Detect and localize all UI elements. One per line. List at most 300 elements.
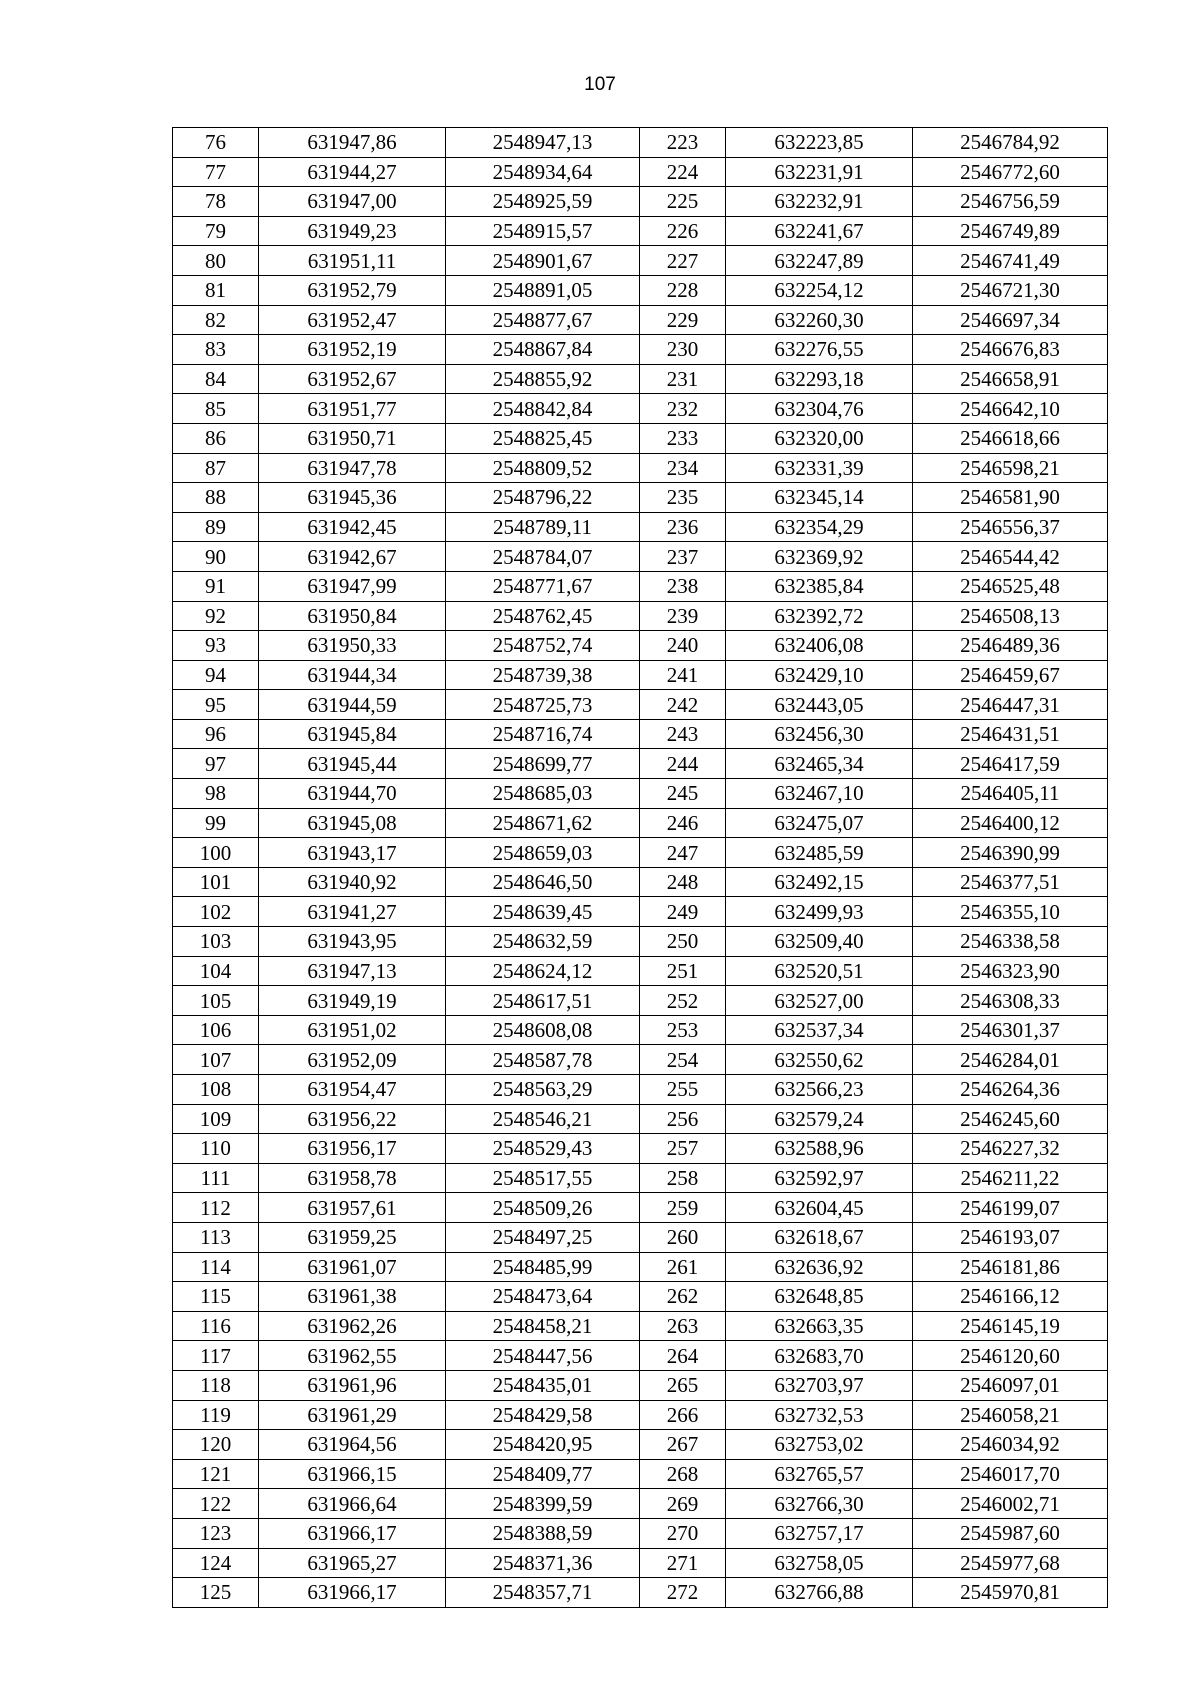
- point-number-cell: 117: [173, 1341, 259, 1371]
- x-coordinate-cell: 632579,24: [726, 1104, 913, 1134]
- point-number-cell: 83: [173, 335, 259, 365]
- y-coordinate-cell: 2548842,84: [446, 394, 640, 424]
- x-coordinate-cell: 631950,33: [259, 631, 446, 661]
- point-number-cell: 84: [173, 364, 259, 394]
- point-number-cell: 272: [640, 1578, 726, 1608]
- x-coordinate-cell: 631961,38: [259, 1282, 446, 1312]
- point-number-cell: 262: [640, 1282, 726, 1312]
- point-number-cell: 90: [173, 542, 259, 572]
- y-coordinate-cell: 2548624,12: [446, 956, 640, 986]
- point-number-cell: 232: [640, 394, 726, 424]
- point-number-cell: 96: [173, 719, 259, 749]
- x-coordinate-cell: 632331,39: [726, 453, 913, 483]
- table-row: [173, 897, 1108, 927]
- x-coordinate-cell: 631952,19: [259, 335, 446, 365]
- table-row: [173, 1015, 1108, 1045]
- point-number-cell: 121: [173, 1459, 259, 1489]
- point-number-cell: 107: [173, 1045, 259, 1075]
- point-number-cell: 100: [173, 838, 259, 868]
- point-number-cell: 271: [640, 1548, 726, 1578]
- y-coordinate-cell: 2546556,37: [913, 512, 1108, 542]
- x-coordinate-cell: 631961,29: [259, 1400, 446, 1430]
- x-coordinate-cell: 632320,00: [726, 423, 913, 453]
- table-row: [173, 1341, 1108, 1371]
- y-coordinate-cell: 2548447,56: [446, 1341, 640, 1371]
- point-number-cell: 269: [640, 1489, 726, 1519]
- point-number-cell: 266: [640, 1400, 726, 1430]
- y-coordinate-cell: 2546581,90: [913, 483, 1108, 513]
- x-coordinate-cell: 632293,18: [726, 364, 913, 394]
- x-coordinate-cell: 632703,97: [726, 1370, 913, 1400]
- point-number-cell: 243: [640, 719, 726, 749]
- x-coordinate-cell: 631952,67: [259, 364, 446, 394]
- x-coordinate-cell: 631966,64: [259, 1489, 446, 1519]
- point-number-cell: 102: [173, 897, 259, 927]
- y-coordinate-cell: 2546749,89: [913, 216, 1108, 246]
- table-row: [173, 483, 1108, 513]
- x-coordinate-cell: 631949,19: [259, 986, 446, 1016]
- y-coordinate-cell: 2548473,64: [446, 1282, 640, 1312]
- x-coordinate-cell: 631952,09: [259, 1045, 446, 1075]
- x-coordinate-cell: 632260,30: [726, 305, 913, 335]
- y-coordinate-cell: 2548608,08: [446, 1015, 640, 1045]
- x-coordinate-cell: 631954,47: [259, 1075, 446, 1105]
- y-coordinate-cell: 2548752,74: [446, 631, 640, 661]
- x-coordinate-cell: 632520,51: [726, 956, 913, 986]
- point-number-cell: 264: [640, 1341, 726, 1371]
- x-coordinate-cell: 631952,79: [259, 275, 446, 305]
- y-coordinate-cell: 2548435,01: [446, 1370, 640, 1400]
- point-number-cell: 268: [640, 1459, 726, 1489]
- y-coordinate-cell: 2546034,92: [913, 1430, 1108, 1460]
- y-coordinate-cell: 2546598,21: [913, 453, 1108, 483]
- y-coordinate-cell: 2548699,77: [446, 749, 640, 779]
- x-coordinate-cell: 631945,84: [259, 719, 446, 749]
- y-coordinate-cell: 2546097,01: [913, 1370, 1108, 1400]
- x-coordinate-cell: 631943,95: [259, 927, 446, 957]
- point-number-cell: 91: [173, 571, 259, 601]
- x-coordinate-cell: 632276,55: [726, 335, 913, 365]
- y-coordinate-cell: 2546447,31: [913, 690, 1108, 720]
- x-coordinate-cell: 631949,23: [259, 216, 446, 246]
- point-number-cell: 225: [640, 187, 726, 217]
- table-row: [173, 867, 1108, 897]
- y-coordinate-cell: 2546301,37: [913, 1015, 1108, 1045]
- x-coordinate-cell: 632732,53: [726, 1400, 913, 1430]
- x-coordinate-cell: 632499,93: [726, 897, 913, 927]
- x-coordinate-cell: 631951,11: [259, 246, 446, 276]
- y-coordinate-cell: 2548825,45: [446, 423, 640, 453]
- table-row: [173, 660, 1108, 690]
- y-coordinate-cell: 2548587,78: [446, 1045, 640, 1075]
- x-coordinate-cell: 632385,84: [726, 571, 913, 601]
- y-coordinate-cell: 2548915,57: [446, 216, 640, 246]
- x-coordinate-cell: 632247,89: [726, 246, 913, 276]
- table-row: [173, 364, 1108, 394]
- x-coordinate-cell: 632304,76: [726, 394, 913, 424]
- y-coordinate-cell: 2548877,67: [446, 305, 640, 335]
- table-row: [173, 512, 1108, 542]
- y-coordinate-cell: 2546193,07: [913, 1222, 1108, 1252]
- point-number-cell: 226: [640, 216, 726, 246]
- x-coordinate-cell: 631957,61: [259, 1193, 446, 1223]
- y-coordinate-cell: 2546338,58: [913, 927, 1108, 957]
- point-number-cell: 109: [173, 1104, 259, 1134]
- point-number-cell: 263: [640, 1311, 726, 1341]
- y-coordinate-cell: 2546400,12: [913, 808, 1108, 838]
- y-coordinate-cell: 2548934,64: [446, 157, 640, 187]
- y-coordinate-cell: 2546431,51: [913, 719, 1108, 749]
- point-number-cell: 118: [173, 1370, 259, 1400]
- point-number-cell: 85: [173, 394, 259, 424]
- point-number-cell: 231: [640, 364, 726, 394]
- table-row: [173, 187, 1108, 217]
- table-row: [173, 779, 1108, 809]
- y-coordinate-cell: 2548517,55: [446, 1163, 640, 1193]
- x-coordinate-cell: 631941,27: [259, 897, 446, 927]
- y-coordinate-cell: 2545987,60: [913, 1518, 1108, 1548]
- x-coordinate-cell: 632550,62: [726, 1045, 913, 1075]
- point-number-cell: 116: [173, 1311, 259, 1341]
- table-row: [173, 1489, 1108, 1519]
- table-row: [173, 1548, 1108, 1578]
- y-coordinate-cell: 2548685,03: [446, 779, 640, 809]
- table-row: [173, 1282, 1108, 1312]
- point-number-cell: 92: [173, 601, 259, 631]
- x-coordinate-cell: 632241,67: [726, 216, 913, 246]
- point-number-cell: 97: [173, 749, 259, 779]
- y-coordinate-cell: 2546377,51: [913, 867, 1108, 897]
- y-coordinate-cell: 2546676,83: [913, 335, 1108, 365]
- table-row: [173, 1252, 1108, 1282]
- y-coordinate-cell: 2548497,25: [446, 1222, 640, 1252]
- point-number-cell: 230: [640, 335, 726, 365]
- point-number-cell: 115: [173, 1282, 259, 1312]
- point-number-cell: 261: [640, 1252, 726, 1282]
- table-row: [173, 394, 1108, 424]
- table-row: [173, 808, 1108, 838]
- table-row: [173, 216, 1108, 246]
- x-coordinate-cell: 632648,85: [726, 1282, 913, 1312]
- point-number-cell: 103: [173, 927, 259, 957]
- y-coordinate-cell: 2546002,71: [913, 1489, 1108, 1519]
- y-coordinate-cell: 2548409,77: [446, 1459, 640, 1489]
- point-number-cell: 236: [640, 512, 726, 542]
- x-coordinate-cell: 631964,56: [259, 1430, 446, 1460]
- point-number-cell: 250: [640, 927, 726, 957]
- y-coordinate-cell: 2546721,30: [913, 275, 1108, 305]
- table-row: [173, 986, 1108, 1016]
- y-coordinate-cell: 2546181,86: [913, 1252, 1108, 1282]
- x-coordinate-cell: 632231,91: [726, 157, 913, 187]
- x-coordinate-cell: 632467,10: [726, 779, 913, 809]
- point-number-cell: 251: [640, 956, 726, 986]
- y-coordinate-cell: 2546211,22: [913, 1163, 1108, 1193]
- x-coordinate-cell: 631961,96: [259, 1370, 446, 1400]
- y-coordinate-cell: 2546227,32: [913, 1134, 1108, 1164]
- y-coordinate-cell: 2546784,92: [913, 128, 1108, 158]
- y-coordinate-cell: 2548901,67: [446, 246, 640, 276]
- point-number-cell: 233: [640, 423, 726, 453]
- point-number-cell: 241: [640, 660, 726, 690]
- point-number-cell: 120: [173, 1430, 259, 1460]
- x-coordinate-cell: 631952,47: [259, 305, 446, 335]
- y-coordinate-cell: 2548855,92: [446, 364, 640, 394]
- table-row: [173, 1193, 1108, 1223]
- table-row: [173, 1311, 1108, 1341]
- y-coordinate-cell: 2548420,95: [446, 1430, 640, 1460]
- y-coordinate-cell: 2546525,48: [913, 571, 1108, 601]
- y-coordinate-cell: 2546145,19: [913, 1311, 1108, 1341]
- y-coordinate-cell: 2545970,81: [913, 1578, 1108, 1608]
- x-coordinate-cell: 631947,00: [259, 187, 446, 217]
- point-number-cell: 267: [640, 1430, 726, 1460]
- table-row: [173, 1370, 1108, 1400]
- point-number-cell: 122: [173, 1489, 259, 1519]
- x-coordinate-cell: 632232,91: [726, 187, 913, 217]
- y-coordinate-cell: 2546417,59: [913, 749, 1108, 779]
- x-coordinate-cell: 631961,07: [259, 1252, 446, 1282]
- y-coordinate-cell: 2546390,99: [913, 838, 1108, 868]
- point-number-cell: 119: [173, 1400, 259, 1430]
- y-coordinate-cell: 2546017,70: [913, 1459, 1108, 1489]
- y-coordinate-cell: 2548399,59: [446, 1489, 640, 1519]
- point-number-cell: 94: [173, 660, 259, 690]
- x-coordinate-cell: 632406,08: [726, 631, 913, 661]
- y-coordinate-cell: 2546323,90: [913, 956, 1108, 986]
- x-coordinate-cell: 631944,27: [259, 157, 446, 187]
- x-coordinate-cell: 631944,59: [259, 690, 446, 720]
- y-coordinate-cell: 2546166,12: [913, 1282, 1108, 1312]
- point-number-cell: 105: [173, 986, 259, 1016]
- point-number-cell: 254: [640, 1045, 726, 1075]
- table-row: [173, 128, 1108, 158]
- y-coordinate-cell: 2548784,07: [446, 542, 640, 572]
- point-number-cell: 244: [640, 749, 726, 779]
- y-coordinate-cell: 2548371,36: [446, 1548, 640, 1578]
- point-number-cell: 82: [173, 305, 259, 335]
- point-number-cell: 101: [173, 867, 259, 897]
- x-coordinate-cell: 631958,78: [259, 1163, 446, 1193]
- point-number-cell: 106: [173, 1015, 259, 1045]
- point-number-cell: 104: [173, 956, 259, 986]
- x-coordinate-cell: 631944,70: [259, 779, 446, 809]
- x-coordinate-cell: 631940,92: [259, 867, 446, 897]
- point-number-cell: 258: [640, 1163, 726, 1193]
- x-coordinate-cell: 631944,34: [259, 660, 446, 690]
- x-coordinate-cell: 631945,36: [259, 483, 446, 513]
- point-number-cell: 248: [640, 867, 726, 897]
- point-number-cell: 240: [640, 631, 726, 661]
- x-coordinate-cell: 632758,05: [726, 1548, 913, 1578]
- point-number-cell: 88: [173, 483, 259, 513]
- table-row: [173, 305, 1108, 335]
- x-coordinate-cell: 631966,17: [259, 1518, 446, 1548]
- point-number-cell: 99: [173, 808, 259, 838]
- x-coordinate-cell: 631951,77: [259, 394, 446, 424]
- point-number-cell: 124: [173, 1548, 259, 1578]
- y-coordinate-cell: 2546642,10: [913, 394, 1108, 424]
- table-row: [173, 601, 1108, 631]
- y-coordinate-cell: 2548485,99: [446, 1252, 640, 1282]
- y-coordinate-cell: 2546544,42: [913, 542, 1108, 572]
- y-coordinate-cell: 2548632,59: [446, 927, 640, 957]
- table-row: [173, 1400, 1108, 1430]
- y-coordinate-cell: 2546355,10: [913, 897, 1108, 927]
- x-coordinate-cell: 631965,27: [259, 1548, 446, 1578]
- x-coordinate-cell: 632683,70: [726, 1341, 913, 1371]
- y-coordinate-cell: 2546697,34: [913, 305, 1108, 335]
- x-coordinate-cell: 632475,07: [726, 808, 913, 838]
- y-coordinate-cell: 2545977,68: [913, 1548, 1108, 1578]
- point-number-cell: 108: [173, 1075, 259, 1105]
- x-coordinate-cell: 631951,02: [259, 1015, 446, 1045]
- table-row: [173, 275, 1108, 305]
- table-row: [173, 927, 1108, 957]
- point-number-cell: 80: [173, 246, 259, 276]
- y-coordinate-cell: 2546308,33: [913, 986, 1108, 1016]
- point-number-cell: 270: [640, 1518, 726, 1548]
- x-coordinate-cell: 632766,88: [726, 1578, 913, 1608]
- table-row: [173, 1163, 1108, 1193]
- x-coordinate-cell: 632485,59: [726, 838, 913, 868]
- point-number-cell: 245: [640, 779, 726, 809]
- point-number-cell: 242: [640, 690, 726, 720]
- y-coordinate-cell: 2548716,74: [446, 719, 640, 749]
- x-coordinate-cell: 631943,17: [259, 838, 446, 868]
- y-coordinate-cell: 2548796,22: [446, 483, 640, 513]
- x-coordinate-cell: 631947,13: [259, 956, 446, 986]
- y-coordinate-cell: 2546405,11: [913, 779, 1108, 809]
- point-number-cell: 228: [640, 275, 726, 305]
- point-number-cell: 114: [173, 1252, 259, 1282]
- point-number-cell: 123: [173, 1518, 259, 1548]
- point-number-cell: 89: [173, 512, 259, 542]
- x-coordinate-cell: 632663,35: [726, 1311, 913, 1341]
- x-coordinate-cell: 632443,05: [726, 690, 913, 720]
- x-coordinate-cell: 632465,34: [726, 749, 913, 779]
- x-coordinate-cell: 632757,17: [726, 1518, 913, 1548]
- table-row: [173, 1134, 1108, 1164]
- y-coordinate-cell: 2548789,11: [446, 512, 640, 542]
- x-coordinate-cell: 632537,34: [726, 1015, 913, 1045]
- table-row: [173, 1222, 1108, 1252]
- y-coordinate-cell: 2548809,52: [446, 453, 640, 483]
- table-row: [173, 719, 1108, 749]
- y-coordinate-cell: 2548867,84: [446, 335, 640, 365]
- point-number-cell: 253: [640, 1015, 726, 1045]
- y-coordinate-cell: 2548388,59: [446, 1518, 640, 1548]
- y-coordinate-cell: 2546658,91: [913, 364, 1108, 394]
- x-coordinate-cell: 631945,44: [259, 749, 446, 779]
- y-coordinate-cell: 2546284,01: [913, 1045, 1108, 1075]
- x-coordinate-cell: 632588,96: [726, 1134, 913, 1164]
- x-coordinate-cell: 632566,23: [726, 1075, 913, 1105]
- table-row: [173, 246, 1108, 276]
- y-coordinate-cell: 2546756,59: [913, 187, 1108, 217]
- y-coordinate-cell: 2546741,49: [913, 246, 1108, 276]
- point-number-cell: 125: [173, 1578, 259, 1608]
- point-number-cell: 265: [640, 1370, 726, 1400]
- x-coordinate-cell: 631945,08: [259, 808, 446, 838]
- point-number-cell: 78: [173, 187, 259, 217]
- x-coordinate-cell: 631947,78: [259, 453, 446, 483]
- point-number-cell: 256: [640, 1104, 726, 1134]
- x-coordinate-cell: 632618,67: [726, 1222, 913, 1252]
- y-coordinate-cell: 2548739,38: [446, 660, 640, 690]
- y-coordinate-cell: 2548771,67: [446, 571, 640, 601]
- x-coordinate-cell: 632492,15: [726, 867, 913, 897]
- point-number-cell: 77: [173, 157, 259, 187]
- x-coordinate-cell: 631947,99: [259, 571, 446, 601]
- x-coordinate-cell: 632636,92: [726, 1252, 913, 1282]
- y-coordinate-cell: 2548509,26: [446, 1193, 640, 1223]
- y-coordinate-cell: 2548762,45: [446, 601, 640, 631]
- table-row: [173, 335, 1108, 365]
- y-coordinate-cell: 2548458,21: [446, 1311, 640, 1341]
- point-number-cell: 237: [640, 542, 726, 572]
- y-coordinate-cell: 2546120,60: [913, 1341, 1108, 1371]
- point-number-cell: 112: [173, 1193, 259, 1223]
- point-number-cell: 113: [173, 1222, 259, 1252]
- point-number-cell: 111: [173, 1163, 259, 1193]
- point-number-cell: 98: [173, 779, 259, 809]
- x-coordinate-cell: 631956,17: [259, 1134, 446, 1164]
- coordinates-table-body: [173, 128, 1108, 1608]
- table-row: [173, 1518, 1108, 1548]
- table-row: [173, 631, 1108, 661]
- x-coordinate-cell: 632753,02: [726, 1430, 913, 1460]
- x-coordinate-cell: 631959,25: [259, 1222, 446, 1252]
- table-row: [173, 1578, 1108, 1608]
- point-number-cell: 76: [173, 128, 259, 158]
- point-number-cell: 229: [640, 305, 726, 335]
- table-row: [173, 1459, 1108, 1489]
- point-number-cell: 110: [173, 1134, 259, 1164]
- point-number-cell: 79: [173, 216, 259, 246]
- y-coordinate-cell: 2548563,29: [446, 1075, 640, 1105]
- point-number-cell: 260: [640, 1222, 726, 1252]
- table-row: [173, 423, 1108, 453]
- point-number-cell: 247: [640, 838, 726, 868]
- x-coordinate-cell: 631966,15: [259, 1459, 446, 1489]
- point-number-cell: 227: [640, 246, 726, 276]
- y-coordinate-cell: 2546772,60: [913, 157, 1108, 187]
- table-row: [173, 956, 1108, 986]
- point-number-cell: 259: [640, 1193, 726, 1223]
- x-coordinate-cell: 632369,92: [726, 542, 913, 572]
- x-coordinate-cell: 631962,55: [259, 1341, 446, 1371]
- table-row: [173, 542, 1108, 572]
- x-coordinate-cell: 632223,85: [726, 128, 913, 158]
- point-number-cell: 255: [640, 1075, 726, 1105]
- x-coordinate-cell: 631950,84: [259, 601, 446, 631]
- table-row: [173, 571, 1108, 601]
- x-coordinate-cell: 632456,30: [726, 719, 913, 749]
- x-coordinate-cell: 632766,30: [726, 1489, 913, 1519]
- y-coordinate-cell: 2548357,71: [446, 1578, 640, 1608]
- x-coordinate-cell: 631962,26: [259, 1311, 446, 1341]
- y-coordinate-cell: 2546058,21: [913, 1400, 1108, 1430]
- point-number-cell: 235: [640, 483, 726, 513]
- point-number-cell: 93: [173, 631, 259, 661]
- x-coordinate-cell: 632392,72: [726, 601, 913, 631]
- x-coordinate-cell: 632254,12: [726, 275, 913, 305]
- y-coordinate-cell: 2546618,66: [913, 423, 1108, 453]
- y-coordinate-cell: 2548925,59: [446, 187, 640, 217]
- y-coordinate-cell: 2548529,43: [446, 1134, 640, 1164]
- table-row: [173, 1045, 1108, 1075]
